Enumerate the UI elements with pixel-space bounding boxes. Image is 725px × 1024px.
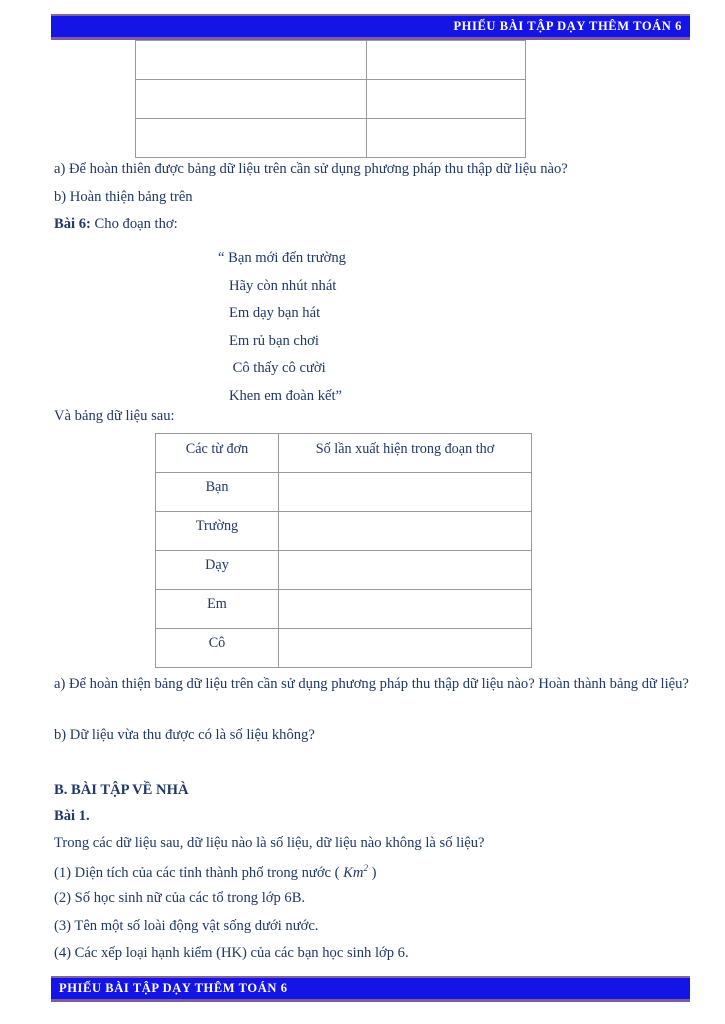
table-cell-word: [156, 512, 279, 551]
table-cell-count[interactable]: [279, 551, 532, 590]
list-item-text: (1) Diện tích của các tỉnh thành phố trong nước (: [54, 864, 344, 881]
table-cell[interactable]: [367, 119, 526, 158]
list-item-suffix: ): [367, 864, 377, 881]
table-row: [136, 119, 526, 158]
exercise6-label: Bài 6:: [54, 216, 91, 232]
poem-line: Em rủ bạn chơi: [218, 332, 319, 349]
table-cell-label: Dạy: [205, 557, 229, 573]
table-cell[interactable]: [367, 80, 526, 119]
exercise6-prompt: Cho đoạn thơ:: [94, 216, 178, 232]
unit-exponent: 2: [363, 863, 368, 873]
footer-rule-bottom: [51, 999, 690, 1002]
table-cell-value: [279, 590, 531, 597]
table-row: [156, 512, 532, 551]
poem-line: Khen em đoàn kết”: [218, 387, 343, 404]
list-item: (4) Các xếp loại hạnh kiểm (HK) của các bạn học sinh lớp 6.: [54, 945, 409, 961]
unit-km: Km: [343, 864, 364, 881]
poem-line: “ Bạn mới đến trường: [218, 250, 346, 266]
footer-banner-bar: [51, 978, 690, 999]
page-header: [51, 14, 690, 40]
table-cell-word: [156, 473, 279, 512]
exercise6-question-b: b) Dữ liệu vừa thu được có là số liệu không?: [54, 727, 315, 743]
poem-block: [218, 245, 346, 410]
poem-line: Hãy còn nhút nhát: [218, 277, 337, 294]
poem-line: Cô thấy cô cười: [218, 360, 326, 376]
table-cell-count[interactable]: [279, 629, 532, 668]
table-cell-count[interactable]: [279, 590, 532, 629]
section-b-intro: Trong các dữ liệu sau, dữ liệu nào là số liệu, dữ liệu nào không là số liệu?: [54, 835, 485, 851]
table-cell-word: [156, 590, 279, 629]
table-cell-value: [279, 629, 531, 636]
table-cell-value: [279, 551, 531, 558]
table-intro-text: Và bảng dữ liệu sau:: [54, 408, 175, 424]
poem-line: Em dạy bạn hát: [218, 305, 321, 321]
table-cell-count[interactable]: [279, 473, 532, 512]
table-header-cell-words: [156, 434, 279, 473]
header-title: PHIẾU BÀI TẬP DẠY THÊM TOÁN 6: [453, 19, 682, 33]
exercise5-question-a: a) Để hoàn thiên được bảng dữ liệu trên cần sử dụng phương pháp thu thập dữ liệu nào?: [54, 161, 568, 177]
table-header-cell-count: [279, 434, 532, 473]
table-cell[interactable]: [136, 119, 367, 158]
table-row: [136, 80, 526, 119]
table-cell-word: [156, 551, 279, 590]
table-header-row: [156, 434, 532, 473]
table-cell[interactable]: [136, 41, 367, 80]
section-b-title: B. BÀI TẬP VỀ NHÀ: [54, 782, 189, 798]
table-cell-value: [279, 473, 531, 480]
exercise6-heading: [54, 217, 178, 232]
table-row: [156, 629, 532, 668]
header-banner-bar: [51, 16, 690, 37]
table-cell-count[interactable]: [279, 512, 532, 551]
data-table-empty: [135, 40, 526, 158]
list-item: (3) Tên một số loài động vật sống dưới nước.: [54, 918, 319, 934]
page-footer: [51, 976, 690, 1002]
table-cell-label: Em: [207, 596, 227, 612]
table-row: [156, 473, 532, 512]
table-header-label: Các từ đơn: [185, 441, 249, 457]
table-header-label: Số lần xuất hiện trong đoạn thơ: [315, 441, 495, 457]
list-item: [54, 864, 377, 880]
word-frequency-table: [155, 433, 532, 668]
table-cell-label: Trường: [195, 518, 239, 534]
exercise5-question-b: b) Hoàn thiện bảng trên: [54, 189, 193, 205]
table-cell-value: [279, 512, 531, 519]
footer-title: PHIẾU BÀI TẬP DẠY THÊM TOÁN 6: [59, 981, 288, 995]
table-row: [156, 590, 532, 629]
table-cell[interactable]: [367, 41, 526, 80]
table-cell-label: Bạn: [205, 479, 229, 495]
exercise6-question-a: a) Để hoàn thiện bảng dữ liệu trên cần sử dụng phương pháp thu thập dữ liệu nào? Hoàn thành bảng dữ liệu?: [54, 676, 689, 692]
section-b-exercise-label: Bài 1.: [54, 808, 90, 824]
table-cell-word: [156, 629, 279, 668]
table-cell-label: Cô: [208, 635, 226, 651]
table-row: [156, 551, 532, 590]
table-row: [136, 41, 526, 80]
list-item: (2) Số học sinh nữ của các tổ trong lớp 6B.: [54, 890, 306, 906]
table-cell[interactable]: [136, 80, 367, 119]
